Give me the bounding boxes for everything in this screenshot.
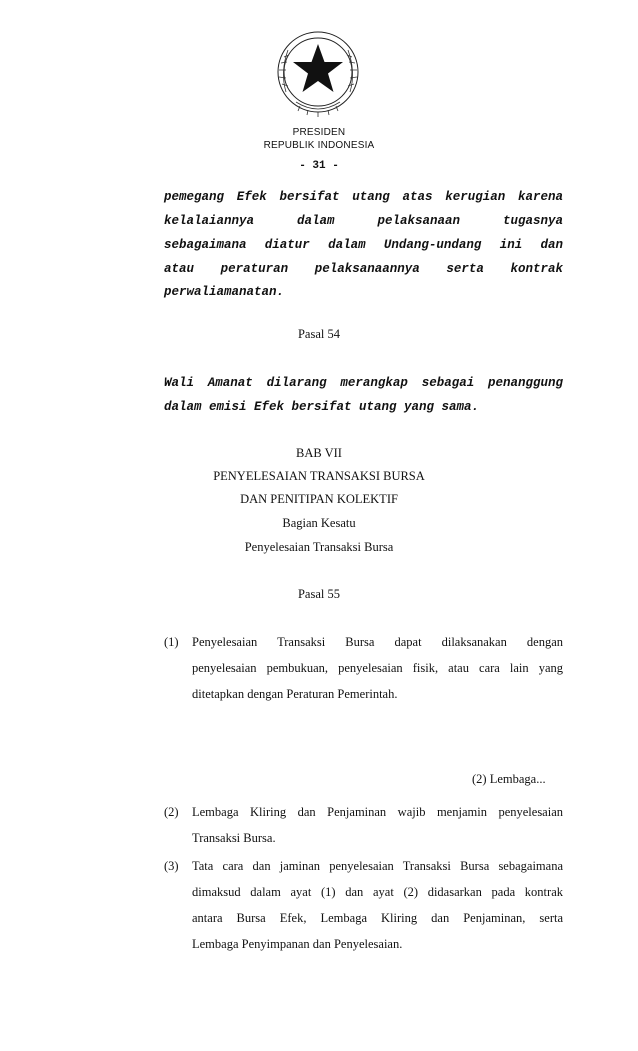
ayat-number: (3)	[164, 859, 179, 873]
ayat-line: Transaksi Bursa.	[192, 831, 276, 845]
paragraph-line: perwaliamanatan.	[164, 285, 285, 299]
header-presiden: PRESIDEN	[292, 127, 346, 138]
pasal-54-title: Pasal 54	[297, 327, 340, 341]
ayat-line: dimaksud dalam ayat (1) dan ayat (2) didasarkan pada kontrak	[192, 885, 563, 899]
ayat-number: (2)	[164, 805, 179, 819]
presidential-emblem-icon	[274, 22, 362, 122]
bagian-title: Penyelesaian Transaksi Bursa	[244, 540, 394, 554]
paragraph-line: sebagaimana diatur dalam Undang-undang ini dan	[164, 238, 563, 252]
ayat-3	[164, 853, 563, 957]
ayat-line: Lembaga Kliring dan Penjaminan wajib menjamin penyelesaian	[192, 805, 563, 819]
ayat-line: Penyelesaian Transaksi Bursa dapat dilaksanakan dengan	[192, 635, 563, 649]
pasal-54-line: Wali Amanat dilarang merangkap sebagai penanggung	[164, 376, 563, 390]
ayat-number: (1)	[164, 635, 179, 649]
pasal-54-line: dalam emisi Efek bersifat utang yang sama.	[164, 400, 480, 414]
page-number: - 31 -	[299, 160, 339, 172]
ayat-line: Tata cara dan jaminan penyelesaian Transaksi Bursa sebagaimana	[192, 859, 563, 873]
continuation-marker: (2) Lembaga...	[472, 772, 546, 786]
paragraph-line: atau peraturan pelaksanaannya serta kontrak	[164, 262, 563, 276]
paragraph-line: kelalaiannya dalam pelaksanaan tugasnya	[164, 214, 563, 228]
ayat-1	[164, 629, 563, 707]
ayat-line: antara Bursa Efek, Lembaga Kliring dan Penjaminan, serta	[192, 911, 563, 925]
ayat-line: penyelesaian pembukuan, penyelesaian fisik, atau cara lain yang	[192, 661, 563, 675]
ayat-line: Lembaga Penyimpanan dan Penyelesaian.	[192, 937, 403, 951]
bab-title-line-1: PENYELESAIAN TRANSAKSI BURSA	[213, 469, 425, 483]
ayat-line: ditetapkan dengan Peraturan Pemerintah.	[192, 687, 398, 701]
bab-number: BAB VII	[296, 446, 342, 460]
bab-title-line-2: DAN PENITIPAN KOLEKTIF	[240, 492, 398, 506]
pasal-55-title: Pasal 55	[297, 587, 340, 601]
bagian-heading: Bagian Kesatu	[282, 516, 356, 530]
paragraph-line: pemegang Efek bersifat utang atas kerugian karena	[164, 190, 563, 204]
ayat-2	[164, 799, 563, 851]
header-republik: REPUBLIK INDONESIA	[263, 140, 375, 151]
